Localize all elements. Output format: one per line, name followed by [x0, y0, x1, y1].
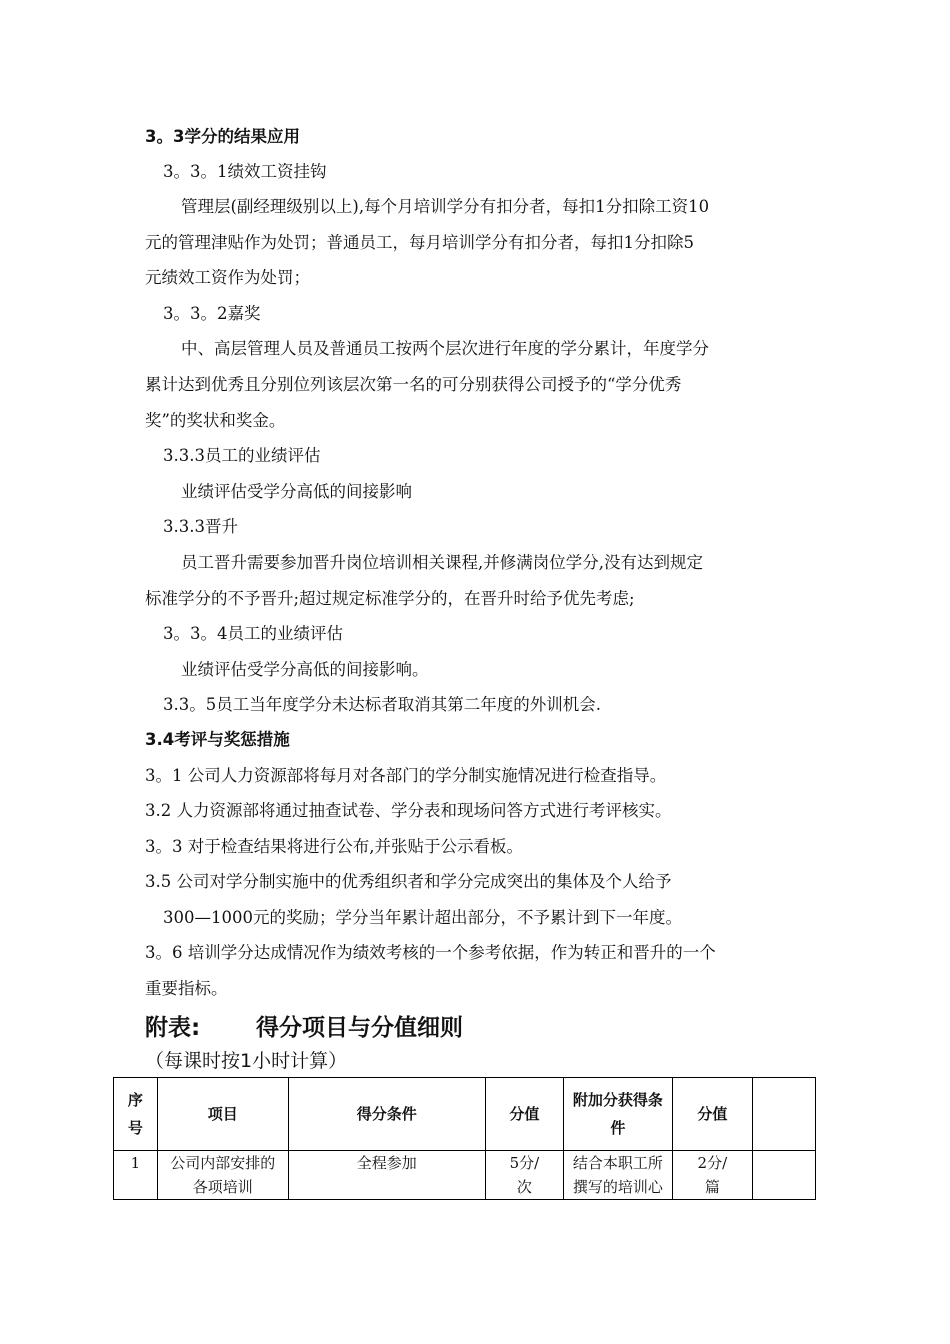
paragraph-3-3-1-line-1: 管理层(副经理级别以上),每个月培训学分有扣分者，每扣1分扣除工资10	[181, 197, 710, 216]
cell-index: 1	[114, 1151, 158, 1200]
header-score: 分值	[485, 1078, 563, 1151]
cell-bonus-score: 2分/ 篇	[672, 1151, 752, 1200]
header-bonus-condition: 附加分获得条 件	[564, 1078, 673, 1151]
table-row	[114, 1151, 816, 1200]
score-table	[113, 1077, 816, 1200]
list-item: 3.2 人力资源部将通过抽查试卷、学分表和现场问答方式进行考评核实。	[145, 801, 672, 820]
header-item: 项目	[157, 1078, 288, 1151]
header-blank	[752, 1078, 815, 1151]
header-index: 序 号	[114, 1078, 158, 1151]
cell-blank	[752, 1151, 815, 1200]
paragraph-3-3-2-line-3: 奖”的奖状和奖金。	[145, 411, 286, 430]
paragraph-3-3-2-line-2: 累计达到优秀且分别位列该层次第一名的可分别获得公司授予的“学分优秀	[145, 375, 682, 394]
section-3-4-title: 3.4考评与奖惩措施	[145, 730, 290, 749]
cell-item: 公司内部安排的 各项培训	[157, 1151, 288, 1200]
list-item: 3。3 对于检查结果将进行公布,并张贴于公示看板。	[145, 837, 523, 856]
list-item: 3。1 公司人力资源部将每月对各部门的学分制实施情况进行检查指导。	[145, 766, 667, 785]
subsection-3-3-3a-title: 3.3.3员工的业绩评估	[163, 446, 321, 465]
paragraph-3-3-1-line-2: 元的管理津贴作为处罚；普通员工，每月培训学分有扣分者，每扣1分扣除5	[145, 233, 694, 252]
cell-score: 5分/ 次	[485, 1151, 563, 1200]
paragraph-3-3-3a: 业绩评估受学分高低的间接影响	[181, 482, 412, 501]
subsection-3-3-4-title: 3。3。4员工的业绩评估	[163, 624, 343, 643]
paragraph-3-3-4: 业绩评估受学分高低的间接影响。	[181, 660, 429, 679]
paragraph-3-3-3b-line-1: 员工晋升需要参加晋升岗位培训相关课程,并修满岗位学分,没有达到规定	[181, 553, 703, 572]
table-header-row	[114, 1078, 816, 1151]
appendix-note: （每课时按1小时计算）	[145, 1050, 348, 1072]
paragraph-3-3-1-line-3: 元绩效工资作为处罚；	[145, 268, 310, 287]
subsection-3-3-2-title: 3。3。2嘉奖	[163, 304, 261, 323]
paragraph-3-3-3b-line-2: 标准学分的不予晋升;超过规定标准学分的，在晋升时给予优先考虑;	[145, 589, 635, 608]
appendix-title: 得分项目与分值细则	[256, 1015, 463, 1041]
subsection-3-3-3b-title: 3.3.3晋升	[163, 517, 238, 536]
list-item: 3.5 公司对学分制实施中的优秀组织者和学分完成突出的集体及个人给予	[145, 872, 672, 891]
header-condition: 得分条件	[288, 1078, 485, 1151]
subsection-3-3-1-title: 3。3。1绩效工资挂钩	[163, 162, 327, 181]
section-3-3-title: 3。3学分的结果应用	[145, 127, 300, 146]
paragraph-3-3-2-line-1: 中、高层管理人员及普通员工按两个层次进行年度的学分累计，年度学分	[181, 339, 709, 358]
list-item: 3。6 培训学分达成情况作为绩效考核的一个参考依据，作为转正和晋升的一个	[145, 943, 716, 962]
cell-bonus-condition: 结合本职工所 撰写的培训心	[564, 1151, 673, 1200]
appendix-label: 附表:	[145, 1015, 201, 1041]
header-bonus-score: 分值	[672, 1078, 752, 1151]
list-item-continuation: 300—1000元的奖励；学分当年累计超出部分，不予累计到下一年度。	[163, 908, 682, 927]
list-item-continuation: 重要指标。	[145, 979, 228, 998]
cell-condition: 全程参加	[288, 1151, 485, 1200]
paragraph-3-3-5: 3.3。5员工当年度学分未达标者取消其第二年度的外训机会.	[163, 695, 601, 714]
